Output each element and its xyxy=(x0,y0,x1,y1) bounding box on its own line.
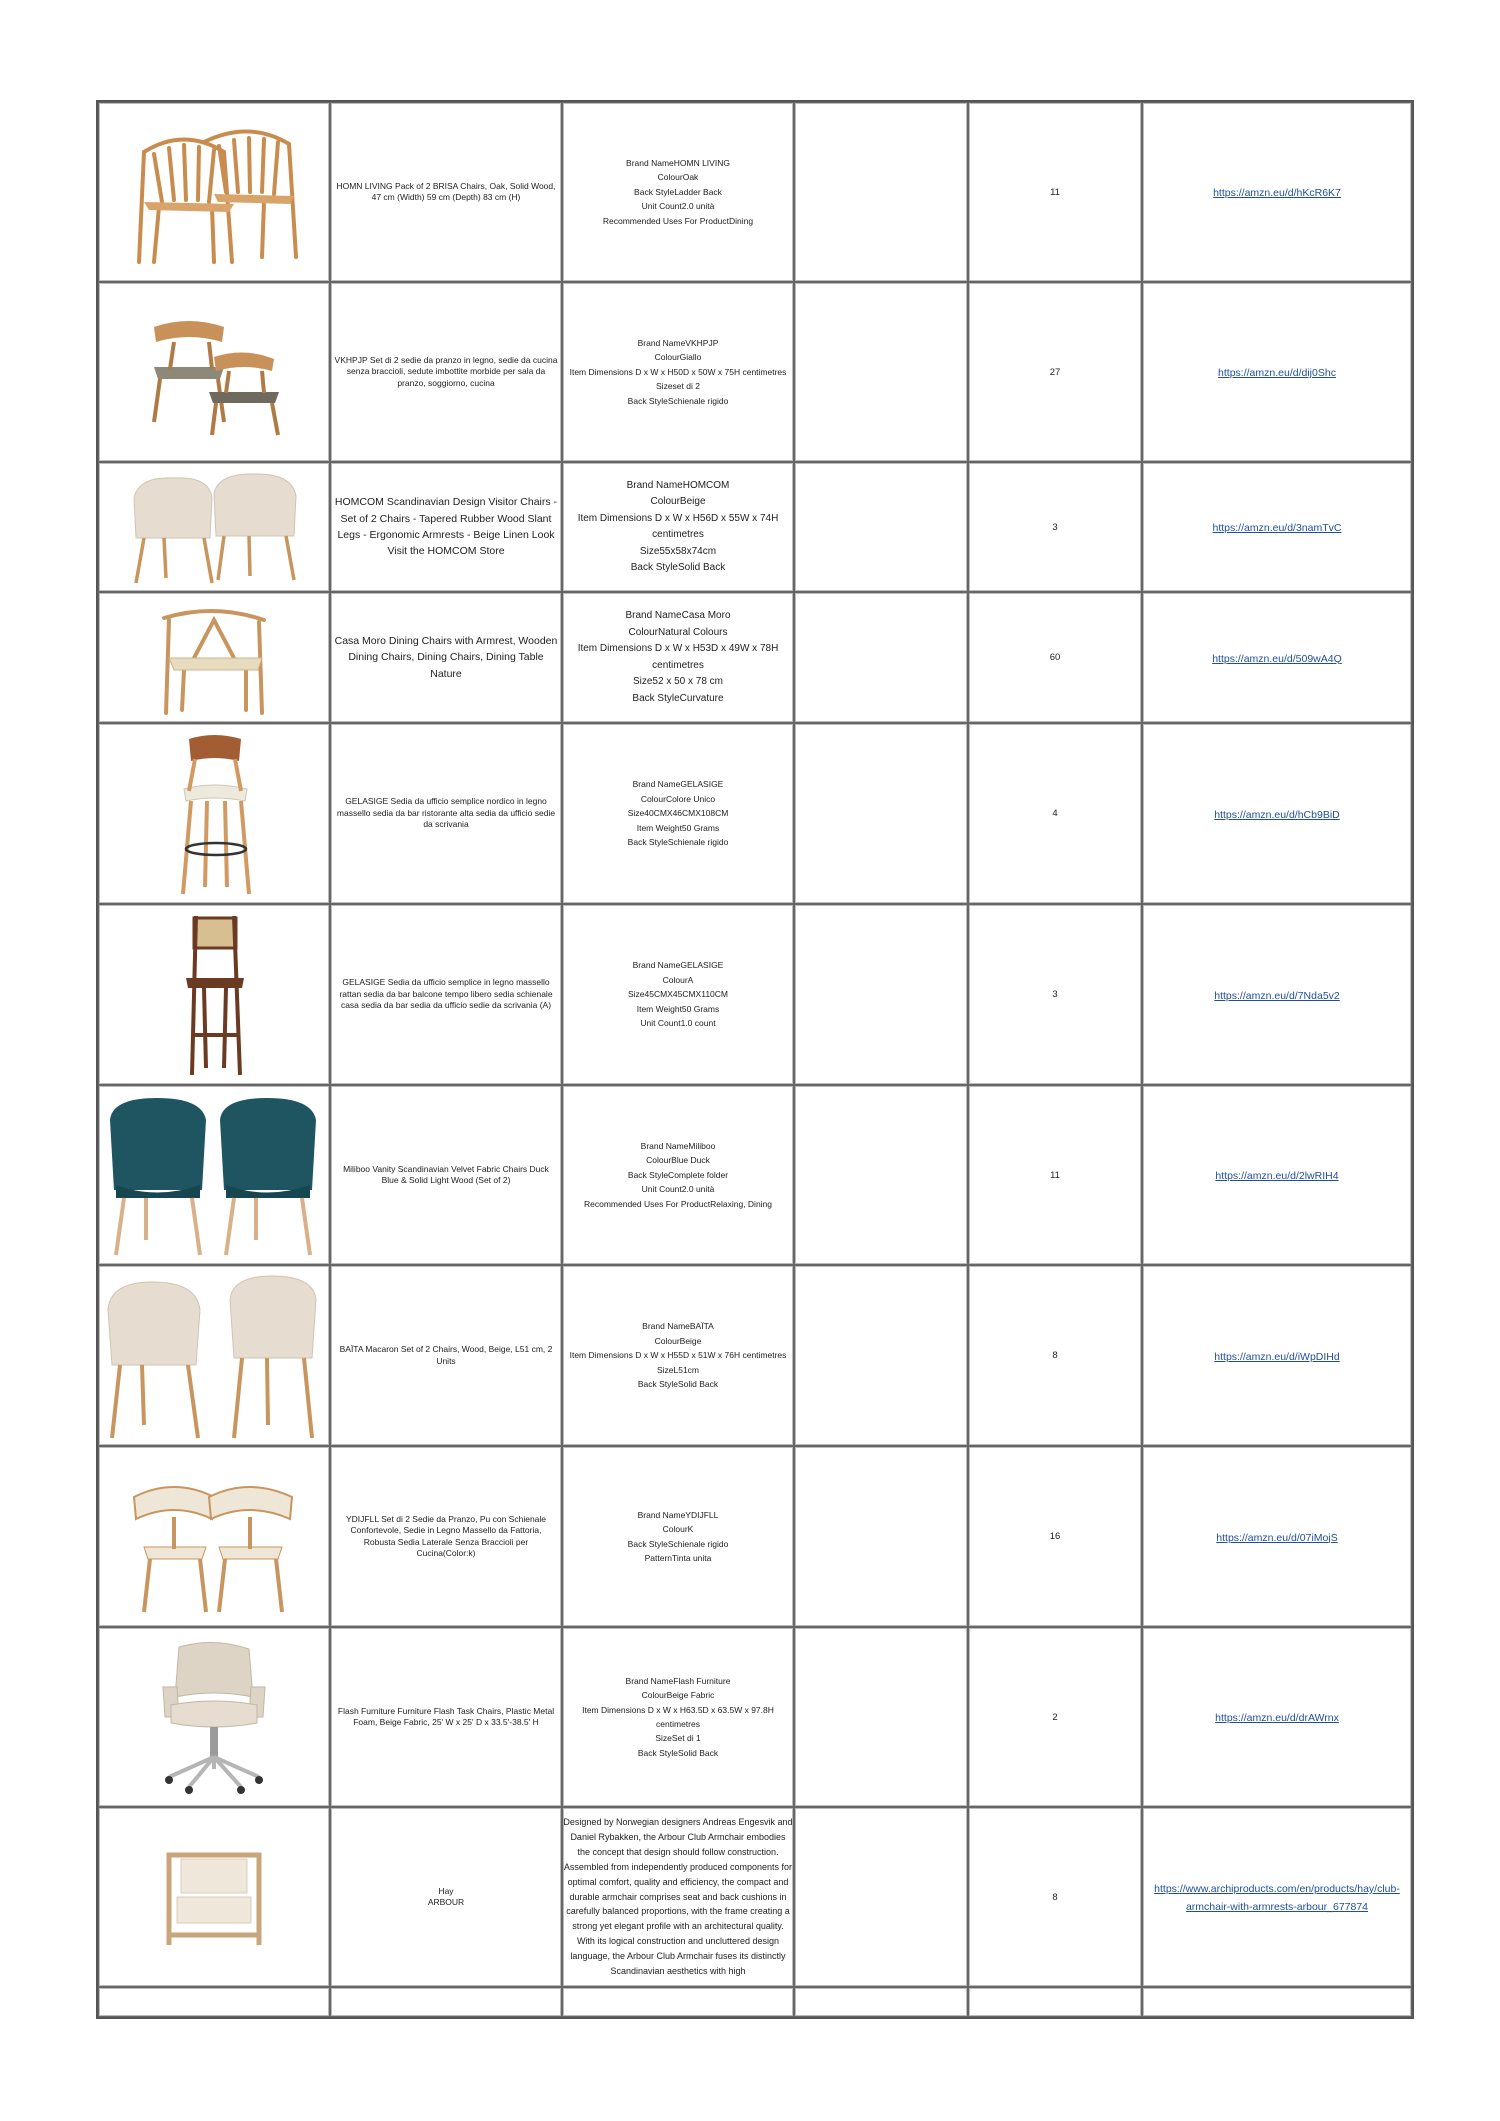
quantity: 16 xyxy=(968,1446,1142,1627)
product-image xyxy=(98,904,330,1085)
product-link[interactable]: https://www.archiproducts.com/en/products/hay/club-armchair-with-armrests-arbour_677874 xyxy=(1154,1883,1400,1913)
empty-cell xyxy=(794,1807,968,1987)
empty-cell xyxy=(794,723,968,904)
quantity: 4 xyxy=(968,723,1142,904)
empty-cell xyxy=(562,1987,794,2017)
product-image xyxy=(98,723,330,904)
table-row xyxy=(98,1446,1412,1627)
quantity: 60 xyxy=(968,592,1142,723)
product-specs: Brand NameBAÏTA ColourBeige Item Dimensions D x W x H55D x 51W x 76H centimetres SizeL51cm Back StyleSolid Back xyxy=(562,1265,794,1446)
table-row xyxy=(98,462,1412,592)
empty-cell xyxy=(968,1987,1142,2017)
product-specs: Brand NameCasa Moro ColourNatural Colours Item Dimensions D x W x H53D x 49W x 78H centimetres Size52 x 50 x 78 cm Back StyleCurvature xyxy=(562,592,794,723)
quantity: 2 xyxy=(968,1627,1142,1807)
empty-cell xyxy=(794,282,968,462)
product-image xyxy=(98,462,330,592)
product-image xyxy=(98,1085,330,1265)
product-specs: Brand NameGELASIGE ColourColore Unico Size40CMX46CMX108CM Item Weight50 Grams Back StyleSchienale rigido xyxy=(562,723,794,904)
empty-cell xyxy=(794,1265,968,1446)
empty-cell xyxy=(794,1987,968,2017)
quantity: 3 xyxy=(968,904,1142,1085)
table-row xyxy=(98,904,1412,1085)
product-specs: Brand NameMiliboo ColourBlue Duck Back StyleComplete folder Unit Count2.0 unità Recommended Uses For ProductRelaxing, Dining xyxy=(562,1085,794,1265)
product-link[interactable]: https://amzn.eu/d/07iMojS xyxy=(1216,1531,1338,1544)
product-name: Casa Moro Dining Chairs with Armrest, Wooden Dining Chairs, Dining Chairs, Dining Table Nature xyxy=(330,592,562,723)
table-row xyxy=(98,1627,1412,1807)
product-image xyxy=(98,102,330,282)
link-cell xyxy=(1142,723,1412,904)
product-link[interactable]: https://amzn.eu/d/2lwRIH4 xyxy=(1215,1170,1339,1182)
empty-cell xyxy=(794,1085,968,1265)
product-image xyxy=(98,1807,330,1987)
product-image xyxy=(98,592,330,723)
product-link[interactable]: https://amzn.eu/d/hCb9BiD xyxy=(1214,808,1340,821)
quantity: 11 xyxy=(968,1085,1142,1265)
beige-tub-chairs-image xyxy=(114,468,314,586)
product-link[interactable]: https://amzn.eu/d/509wA4Q xyxy=(1212,652,1342,665)
link-cell xyxy=(1142,282,1412,462)
product-name: Hay ARBOUR xyxy=(330,1807,562,1987)
empty-cell xyxy=(794,592,968,723)
product-image xyxy=(98,1627,330,1807)
link-cell xyxy=(1142,1265,1412,1446)
beige-round-chairs-image xyxy=(102,1270,328,1442)
product-name: Miliboo Vanity Scandinavian Velvet Fabric Chairs Duck Blue & Solid Light Wood (Set of 2) xyxy=(330,1085,562,1265)
product-link[interactable]: https://amzn.eu/d/hKcR6K7 xyxy=(1213,187,1341,199)
product-name: GELASIGE Sedia da ufficio semplice in legno massello rattan sedia da bar balcone tempo libero sedia schienale casa sedia da bar sedia da ufficio sedie da scrivania (A) xyxy=(330,904,562,1085)
quantity: 8 xyxy=(968,1807,1142,1987)
quantity: 11 xyxy=(968,102,1142,282)
product-sheet xyxy=(96,100,1410,2019)
product-description-cell xyxy=(562,1807,794,1987)
product-name: HOMCOM Scandinavian Design Visitor Chairs - Set of 2 Chairs - Tapered Rubber Wood Slant Legs - Ergonomic Armrests - Beige Linen Look Visit the HOMCOM Store xyxy=(330,462,562,592)
link-cell xyxy=(1142,102,1412,282)
link-cell xyxy=(1142,1627,1412,1807)
table-row xyxy=(98,1265,1412,1446)
quantity: 8 xyxy=(968,1265,1142,1446)
link-cell xyxy=(1142,904,1412,1085)
arbour-armchair-image xyxy=(159,1847,269,1947)
wood-bar-stool-image xyxy=(159,729,269,899)
product-specs: Brand NameHOMN LIVING ColourOak Back StyleLadder Back Unit Count2.0 unità Recommended Uses For ProductDining xyxy=(562,102,794,282)
link-cell xyxy=(1142,592,1412,723)
product-link[interactable]: https://amzn.eu/d/3namTvC xyxy=(1212,522,1342,534)
empty-cell xyxy=(794,904,968,1085)
table-row xyxy=(98,102,1412,282)
product-name: VKHPJP Set di 2 sedie da pranzo in legno, sedie da cucina senza braccioli, sedute imbottite morbide per sala da pranzo, soggiorno, cucina xyxy=(330,282,562,462)
product-specs: Brand NameVKHPJP ColourGiallo Item Dimensions D x W x H50D x 50W x 75H centimetres Sizeset di 2 Back StyleSchienale rigido xyxy=(562,282,794,462)
product-image xyxy=(98,282,330,462)
table-row xyxy=(98,282,1412,462)
empty-cell xyxy=(794,1446,968,1627)
cream-curved-chairs-image xyxy=(114,1457,314,1617)
empty-cell xyxy=(1142,1987,1412,2017)
product-name: BAÏTA Macaron Set of 2 Chairs, Wood, Beige, L51 cm, 2 Units xyxy=(330,1265,562,1446)
product-image xyxy=(98,1265,330,1446)
empty-cell xyxy=(794,102,968,282)
product-name: YDIJFLL Set di 2 Sedie da Pranzo, Pu con Schienale Confortevole, Sedie in Legno Massello da Fattoria, Robusta Sedia Laterale Senza Braccioli per Cucina(Color:k) xyxy=(330,1446,562,1627)
product-specs: Brand NameYDIJFLL ColourK Back StyleSchienale rigido PatternTinta unita xyxy=(562,1446,794,1627)
empty-cell xyxy=(794,1627,968,1807)
product-link[interactable]: https://amzn.eu/d/7Nda5v2 xyxy=(1214,989,1340,1002)
product-specs: Brand NameGELASIGE ColourA Size45CMX45CMX110CM Item Weight50 Grams Unit Count1.0 count xyxy=(562,904,794,1085)
empty-cell xyxy=(794,462,968,592)
oak-spindle-chairs-image xyxy=(114,112,314,272)
link-cell xyxy=(1142,462,1412,592)
product-link[interactable]: https://amzn.eu/d/iWpDIHd xyxy=(1214,1350,1340,1363)
product-specs: Brand NameFlash Furniture ColourBeige Fabric Item Dimensions D x W x H63.5D x 63.5W x 97.8H centimetres SizeSet di 1 Back StyleSolid Back xyxy=(562,1627,794,1807)
product-link[interactable]: https://amzn.eu/d/dij0Shc xyxy=(1218,367,1336,379)
product-name: GELASIGE Sedia da ufficio semplice nordico in legno massello sedia da bar ristorante alta sedia da ufficio sedie da scrivania xyxy=(330,723,562,904)
wood-upholstered-chairs-image xyxy=(134,307,294,437)
product-name: HOMN LIVING Pack of 2 BRISA Chairs, Oak, Solid Wood, 47 cm (Width) 59 cm (Depth) 83 cm (H) xyxy=(330,102,562,282)
blue-velvet-chairs-image xyxy=(102,1090,328,1260)
table-row xyxy=(98,1987,1412,2017)
office-swivel-chair-image xyxy=(149,1637,279,1797)
product-description: Designed by Norwegian designers Andreas Engesvik and Daniel Rybakken, the Arbour Club Armchair embodies the concept that design should follow construction. Assembled from independently produced components for optimal comfort, quality and efficiency, the compact and durable armchair comprises seat and back cushions in carefully balanced proportions, with the frame creating a strong yet elegant profile with an architectural quality. With its logical construction and uncluttered design language, the Arbour Club Armchair fuses its distinctly Scandinavian aesthetics with high xyxy=(563,1817,793,1976)
product-specs: Brand NameHOMCOM ColourBeige Item Dimensions D x W x H56D x 55W x 74H centimetres Size55x58x74cm Back StyleSolid Back xyxy=(562,462,794,592)
link-cell xyxy=(1142,1085,1412,1265)
link-cell xyxy=(1142,1446,1412,1627)
rattan-bar-stool-image xyxy=(164,910,264,1080)
table-row xyxy=(98,1085,1412,1265)
empty-cell xyxy=(330,1987,562,2017)
wishbone-chair-image xyxy=(154,598,274,718)
quantity: 3 xyxy=(968,462,1142,592)
table-row xyxy=(98,1807,1412,1987)
product-link[interactable]: https://amzn.eu/d/drAWrnx xyxy=(1215,1712,1339,1724)
empty-cell xyxy=(98,1987,330,2017)
table-row xyxy=(98,592,1412,723)
link-cell xyxy=(1142,1807,1412,1987)
quantity: 27 xyxy=(968,282,1142,462)
table-row xyxy=(98,723,1412,904)
product-table xyxy=(96,100,1414,2019)
product-image xyxy=(98,1446,330,1627)
product-name: Flash Furniture Furniture Flash Task Chairs, Plastic Metal Foam, Beige Fabric, 25' W x 25' D x 33.5'-38.5' H xyxy=(330,1627,562,1807)
